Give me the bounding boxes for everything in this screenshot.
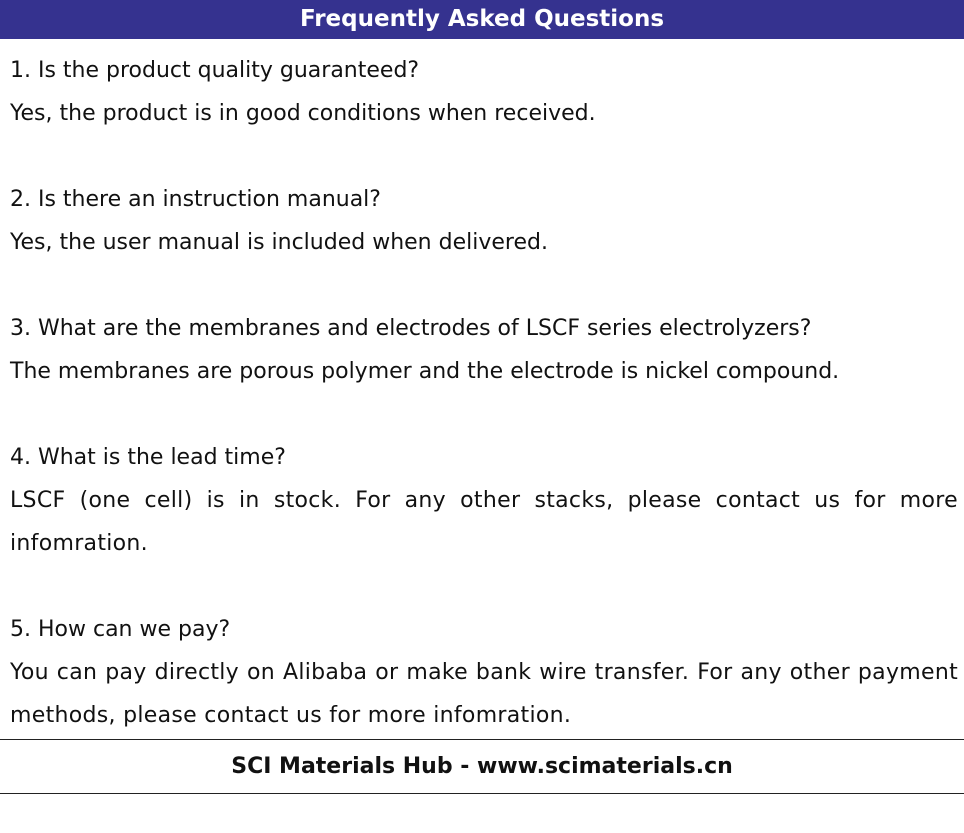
footer-text: SCI Materials Hub - www.scimaterials.cn	[231, 754, 733, 779]
faq-item-2	[10, 178, 958, 264]
faq-question-2: 2. Is there an instruction manual?	[10, 187, 381, 212]
faq-spacer	[10, 264, 958, 307]
faq-item-3	[10, 307, 958, 393]
faq-answer-1: Yes, the product is in good conditions when received.	[10, 101, 596, 126]
faq-question-3: 3. What are the membranes and electrodes of LSCF series electrolyzers?	[10, 316, 812, 341]
faq-spacer	[10, 393, 958, 436]
page-title: Frequently Asked Questions	[299, 6, 665, 32]
faq-item-1	[10, 49, 958, 135]
faq-question-4: 4. What is the lead time?	[10, 445, 286, 470]
faq-item-4	[10, 436, 958, 565]
footer-banner	[0, 739, 964, 794]
faq-question-5: 5. How can we pay?	[10, 617, 231, 642]
faq-answer-2: Yes, the user manual is included when delivered.	[10, 230, 548, 255]
faq-answer-4: LSCF (one cell) is in stock. For any other stacks, please contact us for more infomration.	[10, 488, 958, 556]
faq-list	[10, 49, 958, 737]
faq-question-1: 1. Is the product quality guaranteed?	[10, 58, 420, 83]
faq-spacer	[10, 135, 958, 178]
faq-header	[0, 0, 964, 39]
faq-answer-5: You can pay directly on Alibaba or make bank wire transfer. For any other payment methods, please contact us for more infomration.	[10, 660, 958, 728]
faq-answer-3: The membranes are porous polymer and the electrode is nickel compound.	[10, 359, 840, 384]
faq-item-5	[10, 608, 958, 737]
faq-spacer	[10, 565, 958, 608]
